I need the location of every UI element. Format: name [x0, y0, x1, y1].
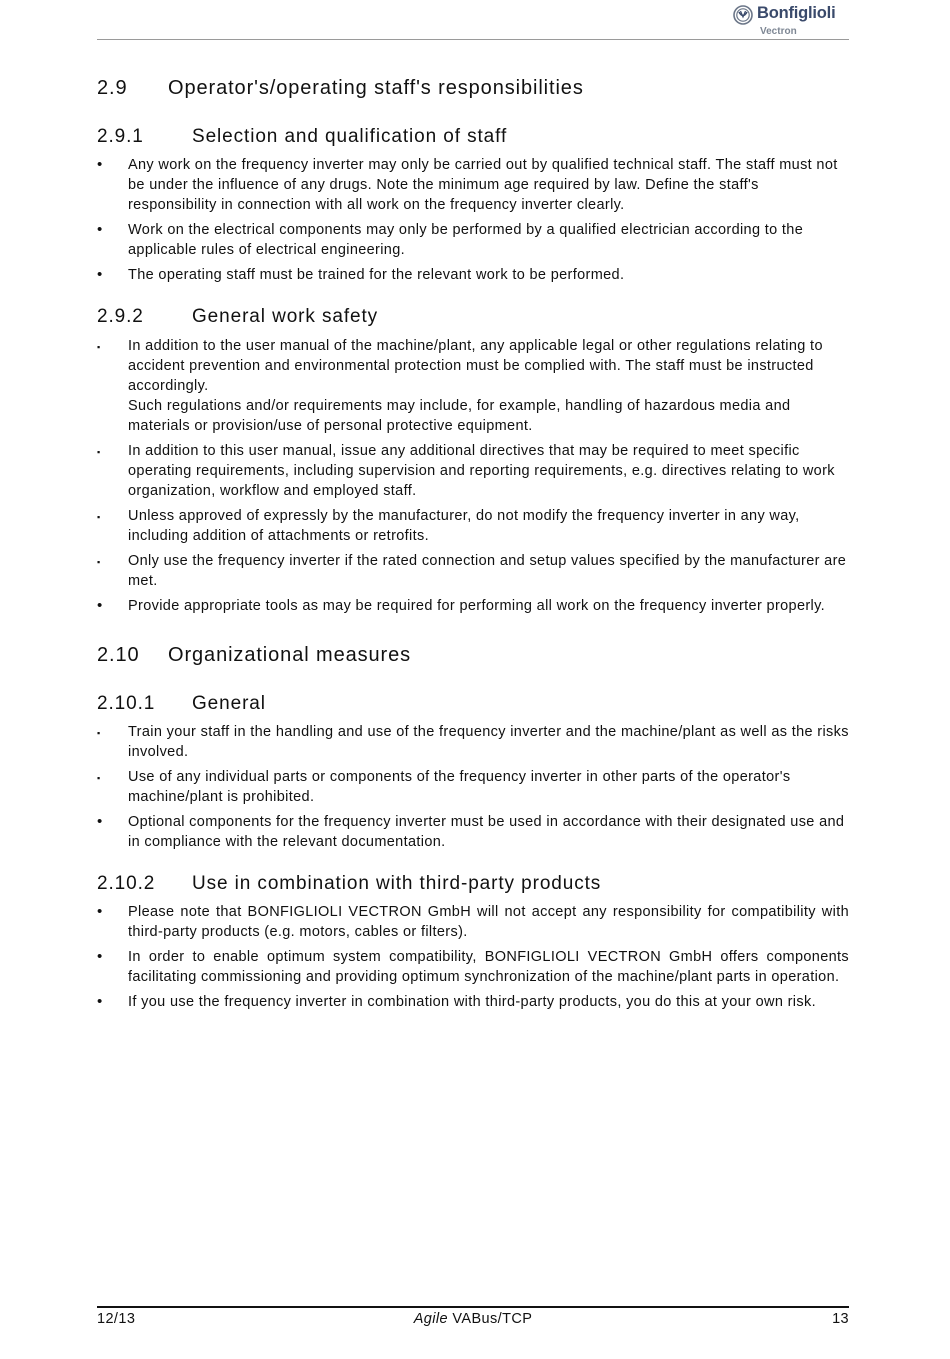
section-2-10-heading [97, 641, 849, 669]
section-title: General work safety [192, 306, 379, 327]
list-item-text: Train your staff in the handling and use of the frequency inverter and the machine/plant as well as the risks involved. [128, 724, 849, 760]
list-item [97, 265, 849, 285]
logo-brand: Bonfiglioli [757, 4, 836, 22]
page-content [97, 74, 849, 1017]
list-2-9-2 [97, 336, 849, 616]
list-item [97, 767, 849, 807]
list-2-10-1 [97, 722, 849, 852]
section-title: Organizational measures [168, 644, 412, 666]
list-item-text: Provide appropriate tools as may be required for performing all work on the frequency inverter properly. [128, 598, 826, 614]
list-item [97, 506, 849, 546]
bullet-square-icon: ▪ [97, 447, 101, 457]
list-item [97, 812, 849, 852]
bullet-round-icon: • [97, 266, 103, 283]
list-item [97, 722, 849, 762]
bullet-round-icon: • [97, 597, 103, 614]
bullet-round-icon: • [97, 948, 103, 965]
section-2-9-heading [97, 74, 849, 102]
list-item-text: The operating staff must be trained for the relevant work to be performed. [128, 267, 625, 283]
footer-title-italic: Agile [413, 1311, 448, 1327]
list-item [97, 155, 849, 215]
footer-rule [97, 1306, 849, 1308]
bullet-square-icon: ▪ [97, 512, 101, 522]
header-rule [97, 39, 849, 40]
list-item [97, 992, 849, 1012]
list-item-text: In addition to the user manual of the machine/plant, any applicable legal or other regulations relating to accident prevention and environmental protection must be complied with. The staff must be instructed accordingly. [128, 338, 823, 394]
section-number: 2.9.1 [97, 126, 144, 147]
bullet-square-icon: ▪ [97, 773, 101, 783]
list-item-text: Unless approved of expressly by the manufacturer, do not modify the frequency inverter in any way, including addition of attachments or retrofits. [128, 508, 800, 544]
bonfiglioli-mark-icon [733, 5, 753, 25]
bullet-round-icon: • [97, 813, 103, 830]
bullet-round-icon: • [97, 156, 103, 173]
footer-date: 12/13 [97, 1311, 136, 1327]
list-item-text: Work on the electrical components may only be performed by a qualified electrician according to the applicable rules of electrical engineering. [128, 222, 804, 258]
logo-sub: Vectron [760, 26, 797, 37]
bullet-square-icon: ▪ [97, 342, 101, 352]
list-item [97, 441, 849, 501]
bullet-round-icon: • [97, 993, 103, 1010]
list-item-text: If you use the frequency inverter in combination with third-party products, you do this at your own risk. [128, 994, 816, 1010]
list-item [97, 947, 849, 987]
list-item-text: Optional components for the frequency inverter must be used in accordance with their designated use and in compliance with the relevant documentation. [128, 814, 845, 850]
list-item [97, 596, 849, 616]
section-title: Use in combination with third-party products [192, 873, 602, 894]
section-number: 2.9.2 [97, 306, 144, 327]
section-title: General [192, 693, 266, 714]
page-footer [97, 1311, 849, 1331]
list-item-text: In order to enable optimum system compatibility, BONFIGLIOLI VECTRON GmbH offers components facilitating commissioning and providing optimum synchronization of the machine/plant parts in operation. [128, 949, 849, 985]
list-item [97, 902, 849, 942]
footer-title-rest: VABus/TCP [447, 1311, 533, 1327]
footer-document-title [97, 1311, 849, 1327]
list-2-10-2 [97, 902, 849, 1012]
list-2-9-1 [97, 155, 849, 285]
list-item-text: In addition to this user manual, issue any additional directives that may be required to meet specific operating requirements, including supervision and reporting requirements, e.g. directives relating to work organization, workflow and employed staff. [128, 443, 835, 499]
section-2-9-1-heading [97, 124, 849, 150]
bullet-square-icon: ▪ [97, 557, 101, 567]
section-2-9-2-heading [97, 304, 849, 330]
section-title: Selection and qualification of staff [192, 126, 508, 147]
section-title: Operator's/operating staff's responsibilities [168, 77, 584, 99]
section-number: 2.9 [97, 77, 128, 99]
list-item-text: Use of any individual parts or components of the frequency inverter in other parts of the operator's machine/plant is prohibited. [128, 769, 791, 805]
list-item [97, 336, 849, 436]
bullet-round-icon: • [97, 221, 103, 238]
list-item-text: Please note that BONFIGLIOLI VECTRON GmbH will not accept any responsibility for compatibility with third-party products (e.g. motors, cables or filters). [128, 904, 849, 940]
list-item-text: Any work on the frequency inverter may only be carried out by qualified technical staff. The staff must not be under the influence of any drugs. Note the minimum age required by law. Define the staff's responsibility in connection with all work on the frequency inverter clearly. [128, 157, 838, 213]
bullet-round-icon: • [97, 903, 103, 920]
section-2-10-1-heading [97, 691, 849, 717]
footer-page-number: 13 [832, 1311, 849, 1327]
list-item-text: Only use the frequency inverter if the rated connection and setup values specified by the manufacturer are met. [128, 553, 847, 589]
list-item-text-continued: Such regulations and/or requirements may include, for example, handling of hazardous media and materials or provision/use of personal protective equipment. [128, 398, 791, 434]
list-item [97, 551, 849, 591]
section-number: 2.10 [97, 644, 140, 666]
list-item [97, 220, 849, 260]
section-number: 2.10.2 [97, 873, 156, 894]
section-number: 2.10.1 [97, 693, 156, 714]
bullet-square-icon: ▪ [97, 728, 101, 738]
bonfiglioli-logo [733, 3, 851, 39]
section-2-10-2-heading [97, 871, 849, 897]
